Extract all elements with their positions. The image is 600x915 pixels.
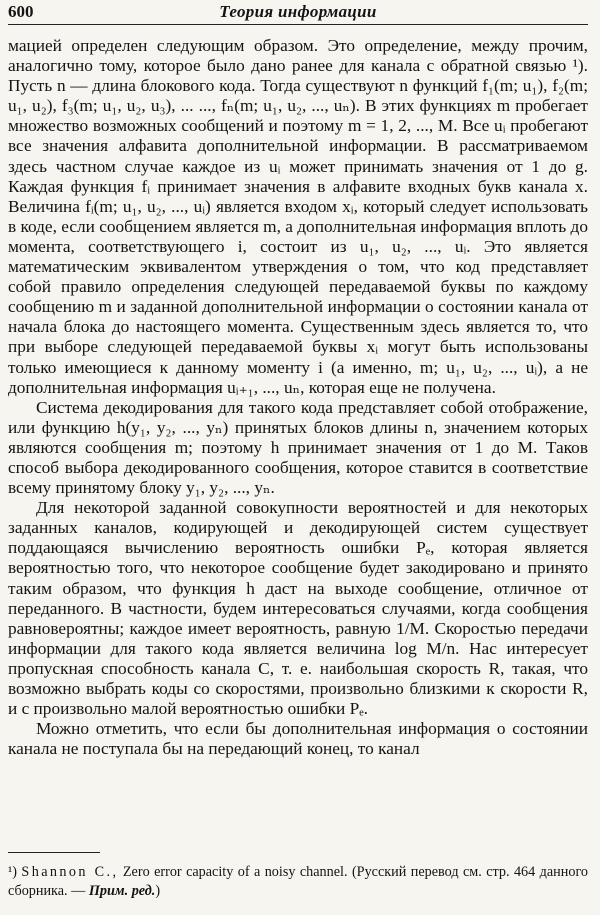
paragraph: мацией определен следующим образом. Это определение, между прочим, аналогично тому, которое было дано ранее для канала с обратной связью ¹). Пусть n — длина блокового кода. Тогда существуют n функций f₁(m; u₁), f₂(m; u₁, u₂), f₃(m; u₁, u₂, u₃), ... ..., fₙ(m; u₁, u₂, ..., uₙ). В этих функциях m пробегает множество возможных сообщений и поэтому m = 1, 2, ..., M. Все uᵢ пробегают все значения алфавита дополнительной информации. В рассматриваемом здесь частном случае каждое из uᵢ может принимать значения от 1 до g. Каждая функция fᵢ принимает значения в алфавите входных букв канала x. Величина fᵢ(m; u₁, u₂, ..., uᵢ) является входом xᵢ, который следует использовать в коде, если сообщением является m, а дополнительная информация вплоть до момента, соответствующего i, состоит из u₁, u₂, ..., uᵢ. Это является математическим эквивалентом утверждения о том, что код представляет собой правило определения следующей передаваемой буквы по каждому сообщению m и заданной дополнительной информации о состоянии канала от начала блока до настоящего момента. Существенным здесь является то, что при выборе следующей передаваемой буквы xᵢ могут быть использованы только имеющиеся к данному моменту i (а именно, m; u₁, u₂, ..., uᵢ), а не дополнительная информация uᵢ₊₁, ..., uₙ, которая еще не получена. <box>8 36 588 397</box>
footnote-text: Zero error capacity of a noisy channel. (Русский перевод см. стр. 464 данного сборника. — <box>8 864 588 899</box>
running-title: Теория информации <box>219 2 377 21</box>
page-header <box>8 2 588 25</box>
paragraph: Можно отметить, что если бы дополнительная информация о состоянии канала не поступала бы на передающий конец, то канал <box>8 719 588 759</box>
footnote-divider <box>8 852 100 853</box>
footnote-editor-note: Прим. ред. <box>88 883 156 899</box>
footnote-closing: ) <box>155 883 161 899</box>
footnote <box>8 863 588 901</box>
footnote-marker: ¹) <box>8 864 17 880</box>
page-number: 600 <box>8 2 34 21</box>
paragraph: Система декодирования для такого кода представляет собой отображение, или функцию h(y₁, y₂, ..., yₙ) принятых блоков длины n, значением которых являются сообщения m; поэтому h принимает значения от 1 до M. Таков способ выбора декодированного сообщения, которое ставится в соответствие всему принятому блоку y₁, y₂, ..., yₙ. <box>8 397 588 498</box>
footnote-author: Shannon C., <box>21 864 119 880</box>
paragraph: Для некоторой заданной совокупности вероятностей и для некоторых заданных каналов, кодирующей и декодирующей систем существует поддающаяся вычислению вероятность ошибки Pₑ, которая является вероятностью того, что некоторое сообщение будет закодировано и принято таким образом, что функция h даст на выходе сообщение, отличное от переданного. В частности, будем интересоваться случаями, когда сообщения равновероятны; каждое имеет вероятность, равную 1/M. Скоростью передачи информации для такого кода является величина log M/n. Нас интересует пропускная способность канала C, т. е. наибольшая скорость R, такая, что возможно выбрать коды со скоростями, произвольно близкими к скорости R, и с произвольно малой вероятностью ошибки Pₑ. <box>8 498 588 719</box>
main-text <box>8 36 588 759</box>
